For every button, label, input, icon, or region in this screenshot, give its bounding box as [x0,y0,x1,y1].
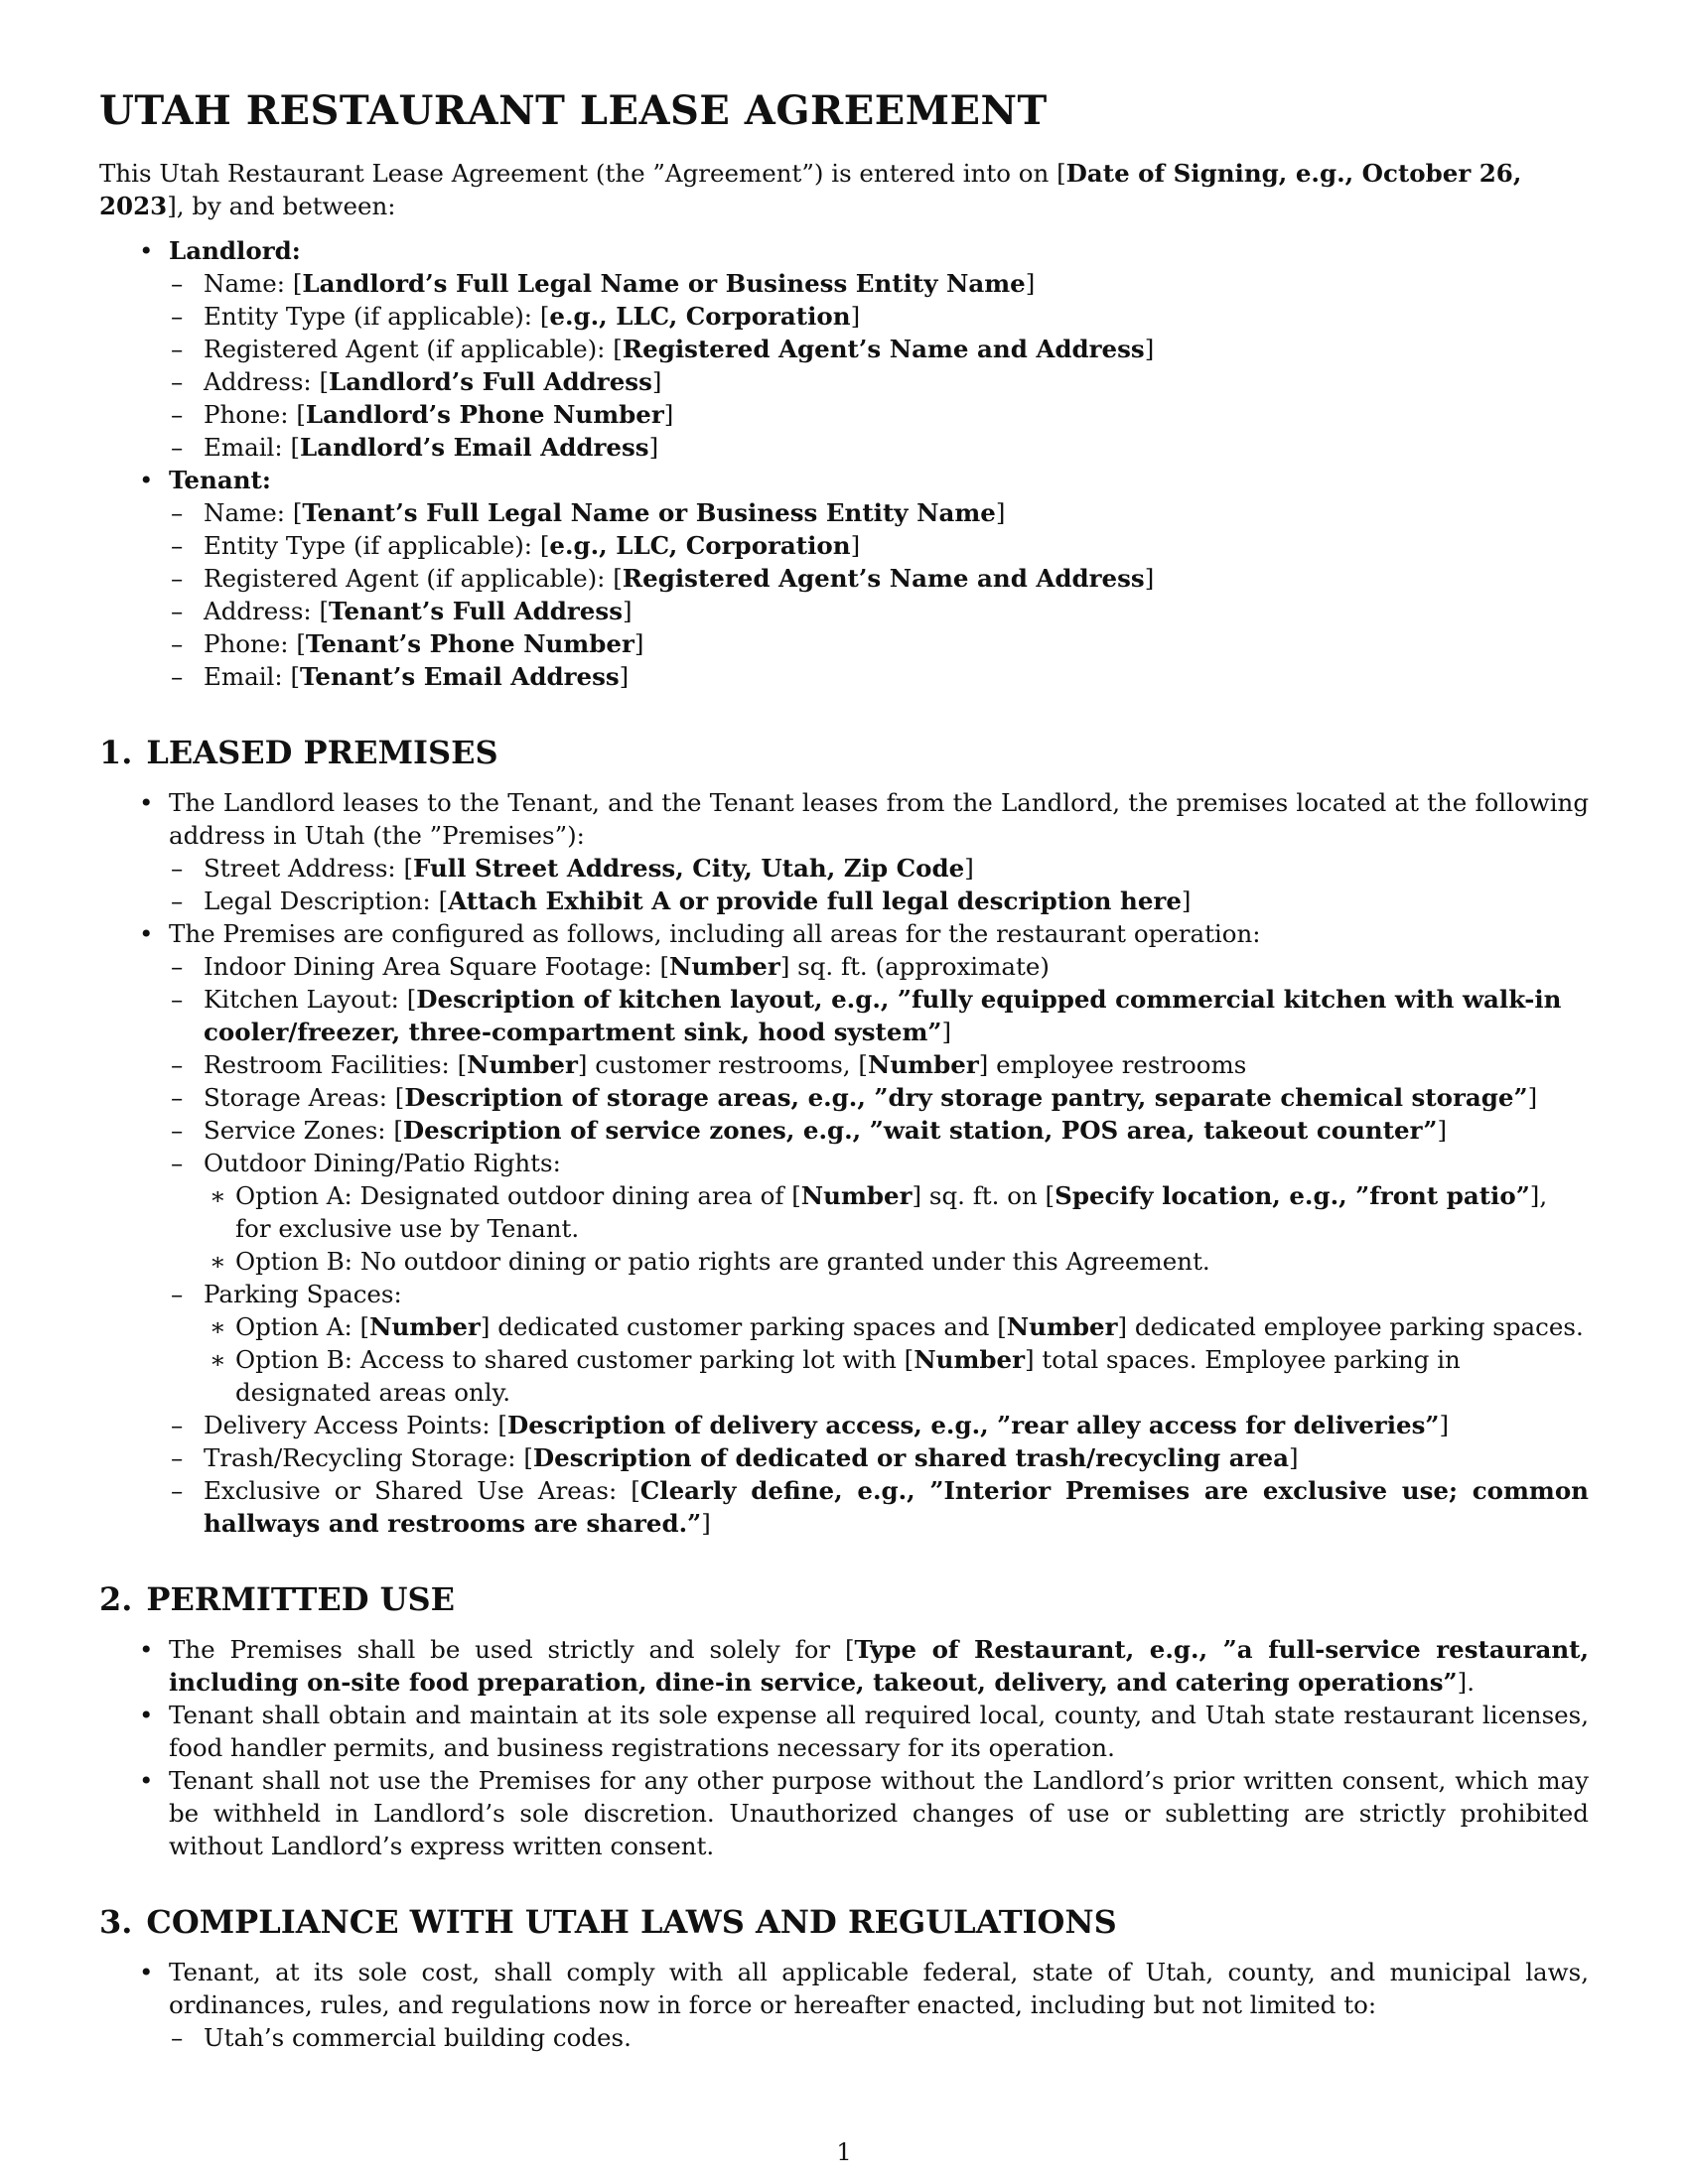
outdoor-dining-rights: – Outdoor Dining/Patio Rights: ∗ Option A: Designated outdoor dining area of [Number] sq. ft. on [Specify location, e.g., ”front patio”], for exclusive use by Tenant. ∗ Option B: No outdoor dining or patio rights are granted under this Agreement. [169,1147,1589,1278]
tenant-address: – Address: [Tenant’s Full Address] [169,595,1589,627]
landlord-phone: – Phone: [Landlord’s Phone Number] [169,398,1589,431]
parking-option-b: ∗ Option B: Access to shared customer parking lot with [Number] total spaces. Employee parking in designated areas only. [204,1343,1589,1409]
section-2-heading: 2. PERMITTED USE [99,1580,456,1618]
delivery-access-points: – Delivery Access Points: [Description of delivery access, e.g., ”rear alley access for deliveries”] [169,1409,1589,1441]
landlord-name: – Name: [Landlord’s Full Legal Name or Business Entity Name] [169,267,1589,300]
parking-spaces: – Parking Spaces: ∗ Option A: [Number] dedicated customer parking spaces and [Number] dedicated employee parking spaces. ∗ Option B: Access to shared customer parking lot with [Number] total spaces. Employee parking in designated areas only. [169,1278,1589,1409]
permitted-use-item: • The Premises shall be used strictly and solely for [Type of Restaurant, e.g., ”a full-service restaurant, including on-site food preparation, dine-in service, takeout, delivery, and catering operations”]. [99,1633,1589,1699]
document-title: UTAH RESTAURANT LEASE AGREEMENT [99,87,1048,134]
section-1-list [99,786,1589,1540]
landlord-heading: Landlord: [169,236,301,265]
street-address: – Street Address: [Full Street Address, City, Utah, Zip Code] [169,852,1589,885]
landlord-details [169,267,1589,464]
restroom-facilities: – Restroom Facilities: [Number] customer restrooms, [Number] employee restrooms [169,1048,1589,1081]
tenant-phone: – Phone: [Tenant’s Phone Number] [169,627,1589,660]
page-number: 1 [836,2138,852,2166]
landlord-entity-type: – Entity Type (if applicable): [e.g., LLC, Corporation] [169,300,1589,333]
signing-date-placeholder: Date of Signing, e.g., October 26, 2023 [99,159,1522,220]
other-purpose-item: • Tenant shall not use the Premises for any other purpose without the Landlord’s prior written consent, which may be withheld in Landlord’s sole discretion. Unauthorized changes of use or subletting are strictly prohibited without Landlord’s express written consent. [99,1764,1589,1862]
tenant-entity-type: – Entity Type (if applicable): [e.g., LLC, Corporation] [169,529,1589,562]
licenses-item: • Tenant shall obtain and maintain at its sole expense all required local, county, and Utah state restaurant licenses, food handler permits, and business registrations necessary for its operation. [99,1699,1589,1764]
building-codes-item: – Utah’s commercial building codes. [169,2021,1589,2054]
outdoor-option-a: ∗ Option A: Designated outdoor dining area of [Number] sq. ft. on [Specify location, e.g., ”front patio”], for exclusive use by Tenant. [204,1179,1589,1245]
section-1-heading: 1. LEASED PREMISES [99,734,498,771]
exclusive-shared-areas: – Exclusive or Shared Use Areas: [Clearly define, e.g., ”Interior Premises are exclusive use; common hallways and restrooms are shared.”] [169,1474,1589,1540]
premises-configuration-item: • The Premises are configured as follows, including all areas for the restaurant operation: – Indoor Dining Area Square Footage: [Number] sq. ft. (approximate) – Kitchen Layout: [Description of kitchen layout, e.g., ”fully equipped commercial kitchen with walk-in cooler/freezer, three-compartment sink, hood system”] – Restroom Facilities: [Number] customer restrooms, [Number] employee restrooms – Storage Areas: [Description of storage areas, e.g., ”dry storage pantry, separate chemical storage”] – Service Zones: [Description of service zones, e.g., ”wait station, POS area, takeout counter”] – Outdoor Dining/Patio Rights: ∗ Option A: Designated outdoor dining area of [Number] sq. ft. on [Specify location, e.g., ”front patio”], for exclusive use by Tenant. ∗ Option B: No outdoor dining or patio rights are granted under this Agreement. – Parking Spaces: ∗ Option A: [Number] dedicated customer parking spaces and [Number] dedicated employee parking spaces. ∗ Option B: Access to shared customer parking lot with [Number] total spaces. Employee parking in designated areas only. – Delivery Access Points: [Description of delivery access, e.g., ”rear alley access for deliveries”] – Trash/Recycling Storage: [Description of dedicated or shared trash/recycling area] – Exclusive or Shared Use Areas: [Clearly define, e.g., ”Interior Premises are exclusive use; common hallways and restrooms are shared.”] [99,917,1589,1540]
compliance-item: • Tenant, at its sole cost, shall comply with all applicable federal, state of Utah, county, and municipal laws, ordinances, rules, and regulations now in force or hereafter enacted, including but not limited to: – Utah’s commercial building codes. [99,1956,1589,2054]
landlord-registered-agent: – Registered Agent (if applicable): [Registered Agent’s Name and Address] [169,333,1589,365]
section-3-list [99,1956,1589,2054]
premises-location-item: • The Landlord leases to the Tenant, and the Tenant leases from the Landlord, the premises located at the following address in Utah (the ”Premises”): – Street Address: [Full Street Address, City, Utah, Zip Code] – Legal Description: [Attach Exhibit A or provide full legal description here] [99,786,1589,917]
tenant-details [169,496,1589,693]
landlord-address: – Address: [Landlord’s Full Address] [169,365,1589,398]
section-2-list [99,1633,1589,1862]
tenant-item [99,464,1589,693]
document-page [99,85,1589,2054]
landlord-email: – Email: [Landlord’s Email Address] [169,431,1589,464]
indoor-dining-footage: – Indoor Dining Area Square Footage: [Number] sq. ft. (approximate) [169,950,1589,983]
outdoor-option-b: ∗ Option B: No outdoor dining or patio rights are granted under this Agreement. [204,1245,1589,1278]
intro-text: This Utah Restaurant Lease Agreement (the ”Agreement”) is entered into on [99,159,1057,188]
section-3-heading: 3. COMPLIANCE WITH UTAH LAWS AND REGULATIONS [99,1903,1117,1941]
parking-option-a: ∗ Option A: [Number] dedicated customer parking spaces and [Number] dedicated employee parking spaces. [204,1310,1589,1343]
tenant-name: – Name: [Tenant’s Full Legal Name or Business Entity Name] [169,496,1589,529]
tenant-heading: Tenant: [169,466,271,494]
trash-recycling-storage: – Trash/Recycling Storage: [Description of dedicated or shared trash/recycling area] [169,1441,1589,1474]
landlord-item [99,234,1589,464]
intro-tail: by and between: [192,192,396,220]
legal-description: – Legal Description: [Attach Exhibit A or provide full legal description here] [169,885,1589,917]
tenant-registered-agent: – Registered Agent (if applicable): [Registered Agent’s Name and Address] [169,562,1589,595]
service-zones: – Service Zones: [Description of service zones, e.g., ”wait station, POS area, takeout counter”] [169,1114,1589,1147]
kitchen-layout: – Kitchen Layout: [Description of kitchen layout, e.g., ”fully equipped commercial kitchen with walk-in cooler/freezer, three-compartment sink, hood system”] [169,983,1589,1048]
tenant-email: – Email: [Tenant’s Email Address] [169,660,1589,693]
parties-list [99,234,1589,693]
intro-paragraph: This Utah Restaurant Lease Agreement (the ”Agreement”) is entered into on [Date of Signing, e.g., October 26, 2023], by and between: [99,159,1522,220]
storage-areas: – Storage Areas: [Description of storage areas, e.g., ”dry storage pantry, separate chemical storage”] [169,1081,1589,1114]
